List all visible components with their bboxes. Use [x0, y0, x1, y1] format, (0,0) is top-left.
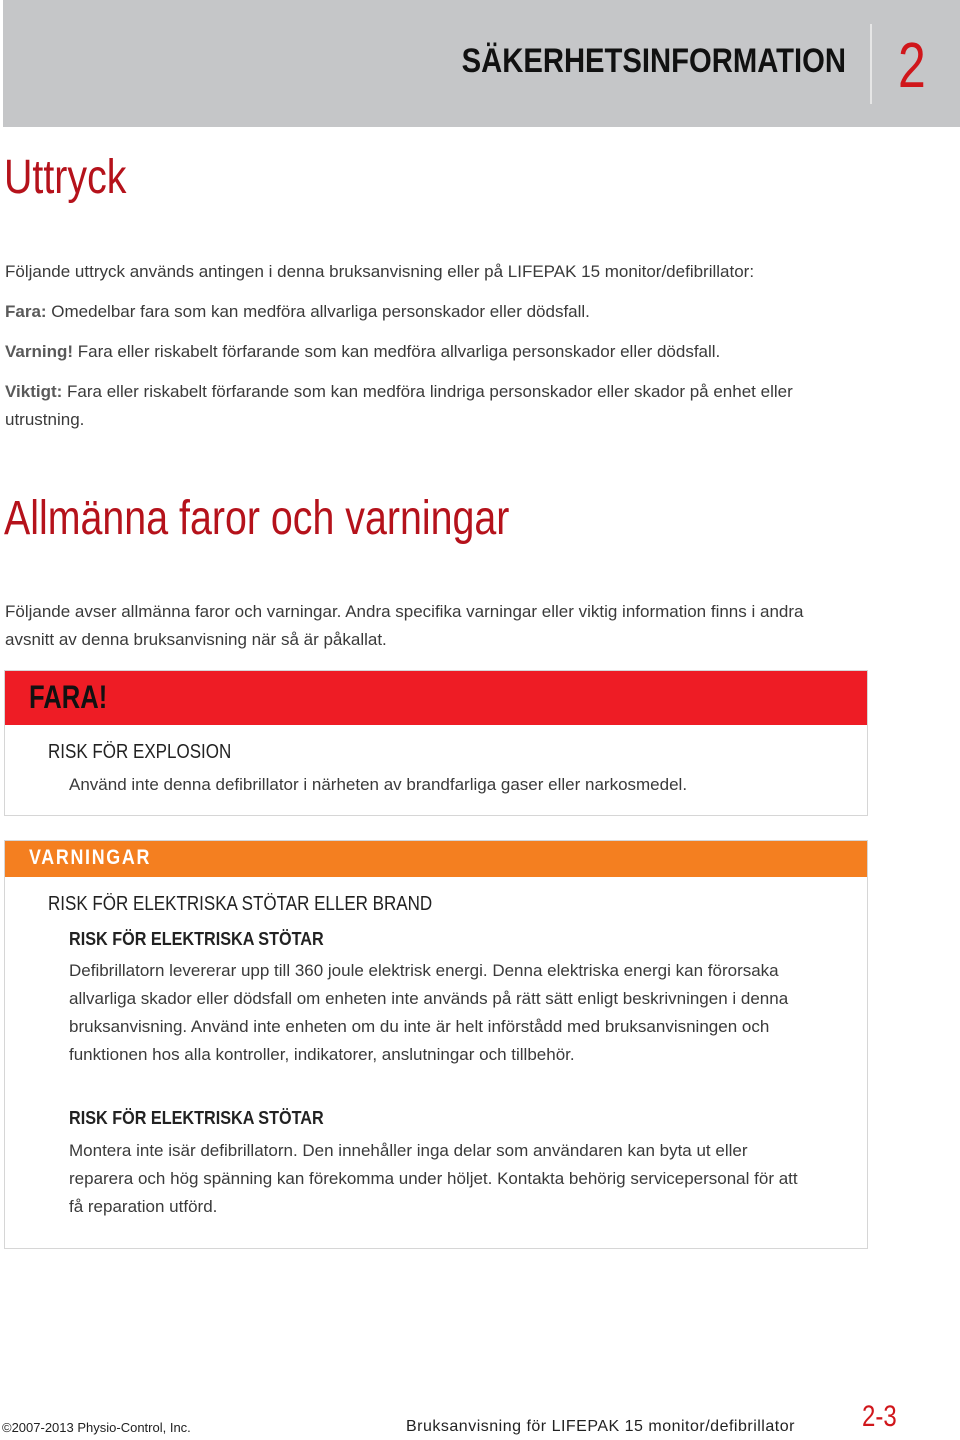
- chapter-title: SÄKERHETSINFORMATION: [461, 42, 846, 80]
- term-fara: [5, 298, 865, 326]
- danger-label: FARA!: [29, 679, 108, 715]
- warning-box: [4, 840, 868, 1249]
- term-varning: [5, 338, 865, 366]
- term-definition: Omedelbar fara som kan medföra allvarliga personskador eller dödsfall.: [46, 302, 590, 321]
- warning-item-title: RISK FÖR ELEKTRISKA STÖTAR: [69, 929, 324, 949]
- warning-box-header: [5, 841, 867, 877]
- term-definition: Fara eller riskabelt förfarande som kan medföra allvarliga personskador eller dödsfall.: [73, 342, 721, 361]
- warning-category: RISK FÖR ELEKTRISKA STÖTAR ELLER BRAND: [48, 893, 433, 915]
- danger-box: [4, 670, 868, 816]
- term-label: Viktigt:: [5, 382, 63, 401]
- term-label: Varning!: [5, 342, 74, 361]
- warning-item-text: Defibrillatorn levererar upp till 360 joule elektrisk energi. Denna elektriska energi kan förorsaka allvarliga skador eller dödsfall om enheten inte används på rätt sätt enligt beskrivningen i denna bruksanvisning. Använd inte enheten om du inte är helt införstådd med bruksanvisningen och funktionen hos alla kontroller, indikatorer, anslutningar och tillbehör.: [69, 961, 789, 1064]
- danger-box-header: [5, 671, 867, 725]
- footer-page-number: 2-3: [862, 1400, 897, 1433]
- warning-item-text: Montera inte isär defibrillatorn. Den innehåller inga delar som användaren kan byta ut eller reparera och hög spänning kan förekomma under höljet. Kontakta behörig servicepersonal för att få reparation utförd.: [69, 1141, 798, 1216]
- section1-intro: Följande uttryck används antingen i denna bruksanvisning eller på LIFEPAK 15 monitor/defibrillator:: [5, 262, 755, 281]
- header-divider: [870, 24, 872, 104]
- danger-text: Använd inte denna defibrillator i närheten av brandfarliga gaser eller narkosmedel.: [69, 775, 688, 794]
- footer-copyright: ©2007-2013 Physio-Control, Inc.: [2, 1420, 191, 1435]
- warning-label: VARNINGAR: [29, 846, 152, 869]
- term-viktigt: [5, 378, 805, 434]
- warning-item-title: RISK FÖR ELEKTRISKA STÖTAR: [69, 1108, 324, 1128]
- term-label: Fara:: [5, 302, 47, 321]
- section-heading-uttryck: Uttryck: [4, 151, 127, 204]
- chapter-header: [3, 0, 960, 127]
- section-heading-allmanna: Allmänna faror och varningar: [4, 492, 510, 545]
- footer-manual-title: Bruksanvisning för LIFEPAK 15 monitor/defibrillator: [406, 1418, 795, 1435]
- section2-intro: Följande avser allmänna faror och varningar. Andra specifika varningar eller viktig information finns i andra avsnitt av denna bruksanvisning när så är påkallat.: [5, 602, 804, 649]
- danger-category: RISK FÖR EXPLOSION: [48, 741, 232, 763]
- chapter-number: 2: [898, 29, 926, 101]
- term-definition: Fara eller riskabelt förfarande som kan medföra lindriga personskador eller skador på enhet eller utrustning.: [5, 382, 793, 429]
